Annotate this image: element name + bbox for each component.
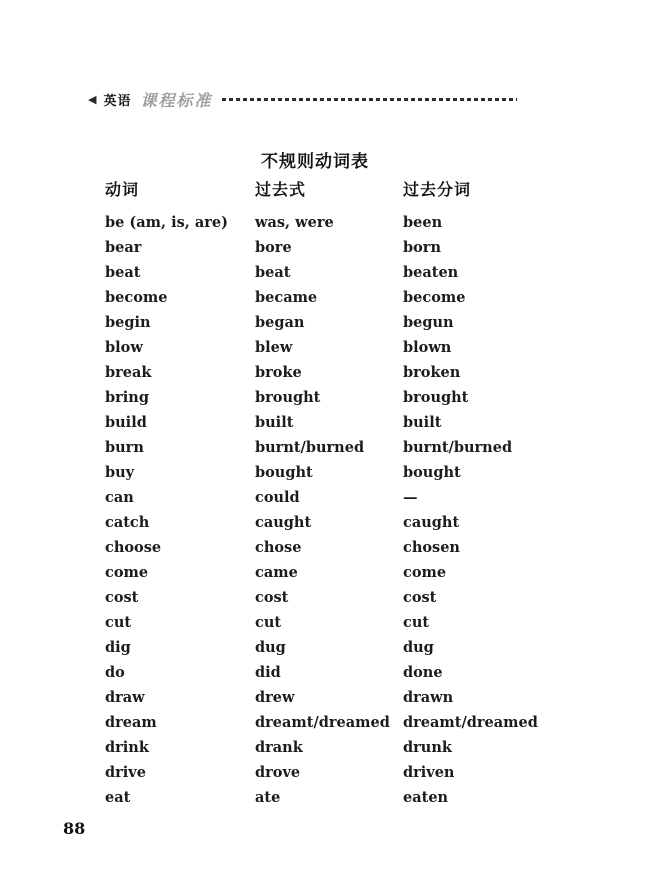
table-row xyxy=(105,210,585,235)
table-cell: — xyxy=(403,489,418,506)
table-row xyxy=(105,635,585,660)
table-cell: build xyxy=(105,414,147,431)
table-cell: dream xyxy=(105,714,157,731)
table-cell: brought xyxy=(255,389,321,406)
table-row xyxy=(105,585,585,610)
table-cell: came xyxy=(255,564,298,581)
table-header-row xyxy=(105,177,585,197)
table-row xyxy=(105,285,585,310)
table-cell: bought xyxy=(255,464,313,481)
table-cell: been xyxy=(403,214,443,231)
table-cell: eat xyxy=(105,789,131,806)
table-cell: done xyxy=(403,664,443,681)
table-cell: drink xyxy=(105,739,149,756)
table-row xyxy=(105,335,585,360)
table-row xyxy=(105,535,585,560)
table-cell: was, were xyxy=(255,214,334,231)
table-cell: cost xyxy=(105,589,139,606)
table-cell: built xyxy=(255,414,294,431)
table-cell: catch xyxy=(105,514,150,531)
table-cell: did xyxy=(255,664,281,681)
table-cell: cut xyxy=(255,614,282,631)
table-cell: broken xyxy=(403,364,461,381)
table-cell: dug xyxy=(403,639,434,656)
dotted-rule xyxy=(222,98,518,101)
table-cell: blown xyxy=(403,339,452,356)
table-cell: cut xyxy=(403,614,430,631)
column-header-past-tense: 过去式 xyxy=(255,182,307,199)
table-cell: cut xyxy=(105,614,132,631)
table-row xyxy=(105,310,585,335)
table-cell: bear xyxy=(105,239,142,256)
table-cell: be (am, is, are) xyxy=(105,214,228,231)
table-cell: blow xyxy=(105,339,143,356)
table-row xyxy=(105,485,585,510)
table-cell: ate xyxy=(255,789,281,806)
table-cell: blew xyxy=(255,339,293,356)
table-row xyxy=(105,510,585,535)
table-cell: brought xyxy=(403,389,469,406)
table-row xyxy=(105,385,585,410)
table-cell: built xyxy=(403,414,442,431)
table-cell: dug xyxy=(255,639,286,656)
table-cell: burn xyxy=(105,439,144,456)
table-cell: drunk xyxy=(403,739,452,756)
verb-table xyxy=(105,177,585,810)
table-cell: beaten xyxy=(403,264,459,281)
table-row xyxy=(105,460,585,485)
table-cell: drawn xyxy=(403,689,454,706)
table-cell: born xyxy=(403,239,441,256)
table-row xyxy=(105,560,585,585)
table-cell: drive xyxy=(105,764,146,781)
page-title: 不规则动词表 xyxy=(261,152,369,171)
table-cell: began xyxy=(255,314,305,331)
table-cell: begin xyxy=(105,314,151,331)
table-row xyxy=(105,360,585,385)
table-cell: dig xyxy=(105,639,131,656)
table-row xyxy=(105,410,585,435)
table-body xyxy=(105,210,585,810)
table-row xyxy=(105,660,585,685)
table-cell: cost xyxy=(403,589,437,606)
table-row xyxy=(105,435,585,460)
table-row xyxy=(105,685,585,710)
table-cell: beat xyxy=(105,264,141,281)
table-cell: could xyxy=(255,489,300,506)
table-cell: do xyxy=(105,664,125,681)
table-cell: driven xyxy=(403,764,455,781)
table-cell: drank xyxy=(255,739,303,756)
table-cell: bring xyxy=(105,389,149,406)
table-cell: burnt/burned xyxy=(403,439,513,456)
table-cell: buy xyxy=(105,464,135,481)
table-cell: broke xyxy=(255,364,302,381)
table-row xyxy=(105,785,585,810)
table-cell: choose xyxy=(105,539,162,556)
table-row xyxy=(105,610,585,635)
column-header-verb: 动词 xyxy=(105,182,140,199)
table-cell: chosen xyxy=(403,539,460,556)
table-cell: beat xyxy=(255,264,291,281)
column-header-past-participle: 过去分词 xyxy=(403,182,472,199)
page-number: 88 xyxy=(63,819,86,838)
table-cell: begun xyxy=(403,314,454,331)
table-cell: drew xyxy=(255,689,295,706)
table-cell: come xyxy=(105,564,149,581)
table-cell: bore xyxy=(255,239,292,256)
table-row xyxy=(105,235,585,260)
table-cell: bought xyxy=(403,464,461,481)
table-cell: chose xyxy=(255,539,302,556)
table-cell: caught xyxy=(403,514,460,531)
table-cell: become xyxy=(105,289,168,306)
table-cell: come xyxy=(403,564,447,581)
table-cell: cost xyxy=(255,589,289,606)
series-title: 课程标准 xyxy=(140,92,213,110)
table-row xyxy=(105,735,585,760)
table-cell: break xyxy=(105,364,152,381)
table-cell: drove xyxy=(255,764,301,781)
table-cell: draw xyxy=(105,689,145,706)
table-cell: burnt/burned xyxy=(255,439,365,456)
table-cell: can xyxy=(105,489,134,506)
table-row xyxy=(105,260,585,285)
book-title: 英语 xyxy=(103,92,132,108)
table-cell: dreamt/dreamed xyxy=(255,714,390,731)
table-cell: dreamt/dreamed xyxy=(403,714,538,731)
section-marker-icon: ◀ xyxy=(88,92,97,106)
table-row xyxy=(105,760,585,785)
table-cell: become xyxy=(403,289,466,306)
table-cell: caught xyxy=(255,514,312,531)
page-header xyxy=(88,88,517,110)
table-cell: became xyxy=(255,289,318,306)
table-cell: eaten xyxy=(403,789,449,806)
table-row xyxy=(105,710,585,735)
